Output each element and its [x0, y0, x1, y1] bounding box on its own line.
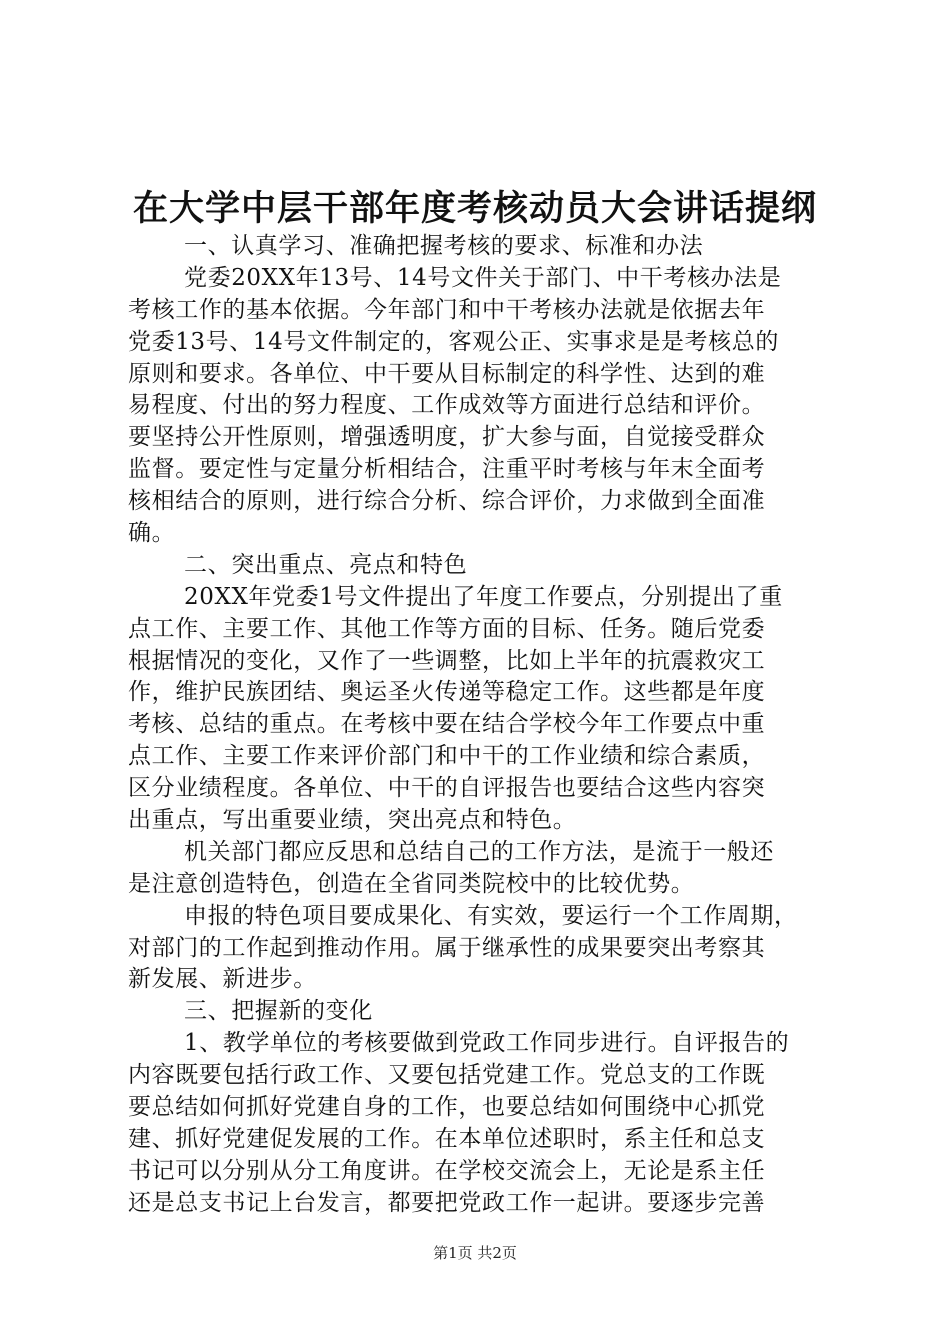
- text-line: 1、教学单位的考核要做到党政工作同步进行。自评报告的: [184, 1030, 790, 1057]
- text-line: 对部门的工作起到推动作用。属于继承性的成果要突出考察其: [128, 934, 766, 961]
- text-line: 核相结合的原则，进行综合分析、综合评价，力求做到全面准: [128, 488, 766, 515]
- text-line: 党委20XX年13号、14号文件关于部门、中干考核办法是: [184, 264, 782, 291]
- text-line: 要总结如何抓好党建自身的工作，也要总结如何围绕中心抓党: [128, 1094, 766, 1121]
- text-line: 区分业绩程度。各单位、中干的自评报告也要结合这些内容突: [128, 775, 766, 802]
- text-line: 考核、总结的重点。在考核中要在结合学校今年工作要点中重: [128, 711, 766, 738]
- text-line: 点工作、主要工作、其他工作等方面的目标、任务。随后党委: [128, 615, 766, 642]
- text-line: 易程度、付出的努力程度、工作成效等方面进行总结和评价。: [128, 392, 766, 419]
- text-line: 点工作、主要工作来评价部门和中干的工作业绩和综合素质，: [128, 743, 766, 770]
- text-line: 还是总支书记上台发言，都要把党政工作一起讲。要逐步完善: [128, 1189, 766, 1216]
- page-footer: 第1页 共2页: [433, 1244, 517, 1262]
- text-line: 原则和要求。各单位、中干要从目标制定的科学性、达到的难: [128, 360, 766, 387]
- text-line: 考核工作的基本依据。今年部门和中干考核办法就是依据去年: [128, 296, 766, 323]
- text-line: 作，维护民族团结、奥运圣火传递等稳定工作。这些都是年度: [128, 679, 766, 706]
- text-line: 内容既要包括行政工作、又要包括党建工作。党总支的工作既: [128, 1062, 766, 1089]
- text-line: 20XX年党委1号文件提出了年度工作要点，分别提出了重: [184, 583, 783, 610]
- text-line: 要坚持公开性原则，增强透明度，扩大参与面，自觉接受群众: [128, 424, 766, 451]
- document-body: [128, 231, 828, 1220]
- text-line: 一、认真学习、准确把握考核的要求、标准和办法: [184, 233, 704, 259]
- text-line: 建、抓好党建促发展的工作。在本单位述职时，系主任和总支: [128, 1125, 766, 1152]
- text-line: 出重点，写出重要业绩，突出亮点和特色。: [128, 807, 577, 834]
- text-line: 确。: [128, 520, 176, 547]
- text-line: 监督。要定性与定量分析相结合，注重平时考核与年末全面考: [128, 456, 766, 483]
- text-line: 书记可以分别从分工角度讲。在学校交流会上，无论是系主任: [128, 1157, 766, 1184]
- text-line: 新发展、新进步。: [128, 966, 317, 993]
- text-line: 党委13号、14号文件制定的，客观公正、实事求是是考核总的: [128, 328, 779, 355]
- text-line: 二、突出重点、亮点和特色: [184, 551, 468, 578]
- text-line: 是注意创造特色，创造在全省同类院校中的比较优势。: [128, 870, 695, 897]
- text-line: 申报的特色项目要成果化、有实效，要运行一个工作周期，: [184, 902, 798, 929]
- text-line: 根据情况的变化，又作了一些调整，比如上半年的抗震救灾工: [128, 647, 766, 674]
- document-title: 在大学中层干部年度考核动员大会讲话提纲: [132, 188, 817, 229]
- text-line: 三、把握新的变化: [184, 998, 373, 1025]
- text-line: 机关部门都应反思和总结自己的工作方法，是流于一般还: [184, 838, 774, 865]
